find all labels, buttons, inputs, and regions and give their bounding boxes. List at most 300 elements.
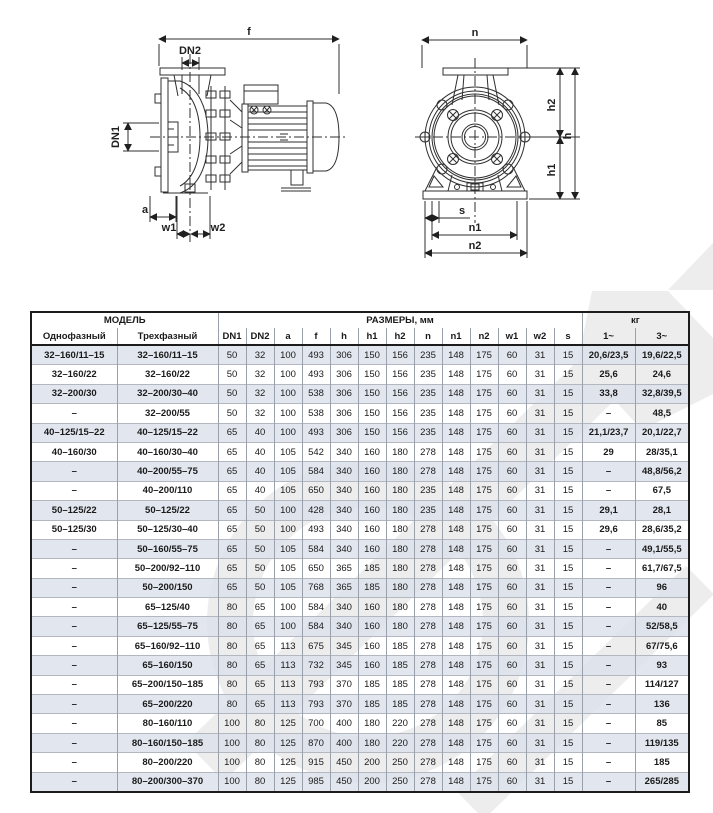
motor-fins [248,112,307,166]
table-cell: 60 [498,695,526,714]
table-cell: 15 [554,772,582,792]
table-cell: 148 [442,462,470,481]
table-cell: – [31,617,117,636]
table-cell: 493 [302,520,330,539]
table-cell: 65 [218,501,246,520]
table-cell: 31 [526,539,554,558]
table-cell: 538 [302,384,330,403]
table-cell: 65–200/220 [117,695,218,714]
table-cell: 150 [358,365,386,384]
table-cell: 180 [358,714,386,733]
table-cell: 65 [218,462,246,481]
table-cell: 65 [218,539,246,558]
table-cell: 105 [274,559,302,578]
table-row [31,636,689,655]
table-cell: 85 [635,714,689,733]
table-cell: 93 [635,656,689,675]
table-cell: – [582,559,635,578]
table-cell: 148 [442,520,470,539]
table-cell: 80 [246,714,274,733]
table-cell: 150 [358,345,386,365]
table-cell: 80 [218,617,246,636]
table-cell: 100 [274,598,302,617]
table-cell: 60 [498,675,526,694]
table-row [31,404,689,423]
table-cell: 100 [218,733,246,752]
table-cell: 65 [246,675,274,694]
table-cell: – [582,578,635,597]
table-cell: 156 [386,423,414,442]
table-row [31,753,689,772]
table-cell: – [582,404,635,423]
table-row [31,559,689,578]
table-cell: 220 [386,714,414,733]
table-cell: 80 [218,695,246,714]
table-cell: 175 [470,539,498,558]
table-cell: 31 [526,772,554,792]
table-cell: 48,8/56,2 [635,462,689,481]
table-cell: 80–160/110 [117,714,218,733]
table-cell: – [582,636,635,655]
table-cell: 15 [554,345,582,365]
table-cell: 365 [330,559,358,578]
table-cell: 278 [414,753,442,772]
table-cell: 31 [526,442,554,461]
table-cell: 50 [246,578,274,597]
table-cell: 185 [386,695,414,714]
table-cell: 584 [302,539,330,558]
table-cell: 493 [302,365,330,384]
column-header: f [302,328,330,345]
table-cell: – [31,753,117,772]
table-cell: 40 [246,423,274,442]
column-header: w2 [526,328,554,345]
table-cell: 306 [330,365,358,384]
table-cell: 175 [470,617,498,636]
table-cell: – [582,481,635,500]
table-cell: 80 [246,772,274,792]
table-cell: 306 [330,404,358,423]
table-cell: 175 [470,404,498,423]
table-cell: 148 [442,481,470,500]
table-cell: 148 [442,442,470,461]
table-cell: 50–125/22 [31,501,117,520]
table-cell: 793 [302,675,330,694]
table-cell: 584 [302,617,330,636]
table-cell: – [31,539,117,558]
table-row [31,714,689,733]
table-cell: 65 [246,636,274,655]
table-cell: 15 [554,753,582,772]
table-cell: – [582,598,635,617]
table-cell: 32–200/30 [31,384,117,403]
table-cell: 32–160/22 [117,365,218,384]
table-cell: 175 [470,598,498,617]
table-cell: 15 [554,559,582,578]
table-cell: – [582,617,635,636]
dim-label-n2: n2 [468,240,482,252]
table-cell: 80 [218,636,246,655]
table-cell: 100 [218,714,246,733]
table-cell: 278 [414,636,442,655]
table-cell: 650 [302,481,330,500]
table-cell: 60 [498,636,526,655]
table-cell: 185 [358,675,386,694]
table-cell: 50–125/30 [31,520,117,539]
table-cell: 538 [302,404,330,423]
table-cell: 31 [526,559,554,578]
table-cell: 60 [498,520,526,539]
table-cell: 31 [526,617,554,636]
table-cell: 180 [386,539,414,558]
table-cell: 340 [330,598,358,617]
table-row [31,462,689,481]
table-cell: 60 [498,481,526,500]
column-header: Однофазный [31,328,117,345]
table-cell: 113 [274,636,302,655]
group-header-row [31,312,689,328]
table-cell: 40–160/30 [31,442,117,461]
column-header-row [31,328,689,345]
table-cell: 60 [498,714,526,733]
table-cell: 915 [302,753,330,772]
table-cell: 40–125/15–22 [31,423,117,442]
group-header-model: МОДЕЛЬ [31,312,218,328]
table-cell: 67/75,6 [635,636,689,655]
table-cell: 125 [274,753,302,772]
table-cell: 65 [218,559,246,578]
table-cell: 278 [414,442,442,461]
table-cell: 148 [442,636,470,655]
table-cell: 180 [386,578,414,597]
table-cell: 370 [330,675,358,694]
table-cell: 175 [470,772,498,792]
table-cell: 148 [442,365,470,384]
table-cell: 15 [554,675,582,694]
table-cell: 33,8 [582,384,635,403]
table-cell: 306 [330,423,358,442]
table-cell: 31 [526,384,554,403]
table-cell: 278 [414,539,442,558]
table-cell: 160 [358,539,386,558]
table-cell: – [31,481,117,500]
dim-label-n1: n1 [468,222,482,234]
table-cell: 732 [302,656,330,675]
table-cell: 100 [274,423,302,442]
table-cell: 185 [386,636,414,655]
column-header: Трехфазный [117,328,218,345]
table-cell: 235 [414,481,442,500]
table-cell: 40–125/15–22 [117,423,218,442]
table-cell: 175 [470,714,498,733]
table-cell: – [582,753,635,772]
column-header: n [414,328,442,345]
table-cell: 50 [246,520,274,539]
table-cell: – [31,772,117,792]
table-cell: 160 [358,598,386,617]
table-cell: 25,6 [582,365,635,384]
table-cell: 185 [358,695,386,714]
table-cell: 100 [274,404,302,423]
table-cell: 100 [274,501,302,520]
table-cell: 60 [498,404,526,423]
table-cell: 52/58,5 [635,617,689,636]
dim-label-h2: h2 [546,98,558,112]
table-cell: 175 [470,462,498,481]
table-row [31,345,689,365]
table-cell: 31 [526,501,554,520]
table-cell: 278 [414,656,442,675]
table-cell: 15 [554,404,582,423]
table-cell: 180 [386,442,414,461]
table-cell: 60 [498,656,526,675]
table-cell: 148 [442,714,470,733]
table-cell: 31 [526,520,554,539]
table-cell: 31 [526,345,554,365]
table-cell: 28,6/35,2 [635,520,689,539]
table-cell: – [31,598,117,617]
dim-label-w2: w2 [210,222,226,234]
table-cell: 278 [414,462,442,481]
table-cell: 450 [330,772,358,792]
table-cell: 148 [442,559,470,578]
table-cell: 60 [498,539,526,558]
table-cell: 150 [358,423,386,442]
table-cell: 31 [526,656,554,675]
table-cell: 105 [274,539,302,558]
table-cell: 65 [218,520,246,539]
table-cell: 160 [358,636,386,655]
table-cell: 250 [386,772,414,792]
table-row [31,520,689,539]
table-row [31,598,689,617]
table-cell: 185 [358,559,386,578]
table-cell: 28,1 [635,501,689,520]
table-cell: 40 [246,481,274,500]
table-cell: 15 [554,365,582,384]
table-cell: 278 [414,772,442,792]
table-cell: 65–200/150–185 [117,675,218,694]
table-cell: – [31,578,117,597]
table-cell: 584 [302,462,330,481]
table-cell: 340 [330,442,358,461]
table-cell: 20,1/22,7 [635,423,689,442]
table-cell: 29,1 [582,501,635,520]
table-cell: 65–125/55–75 [117,617,218,636]
discharge-flange [160,68,225,75]
table-cell: – [582,772,635,792]
table-cell: 148 [442,675,470,694]
table-cell: 15 [554,462,582,481]
table-cell: 125 [274,772,302,792]
table-cell: 148 [442,423,470,442]
column-header: DN1 [218,328,246,345]
table-cell: 340 [330,501,358,520]
table-cell: 40 [246,462,274,481]
table-cell: 450 [330,753,358,772]
table-cell: 80 [246,733,274,752]
table-cell: 31 [526,365,554,384]
table-cell: 148 [442,617,470,636]
table-cell: 29 [582,442,635,461]
table-cell: 180 [386,598,414,617]
dim-label-w1: w1 [161,222,177,234]
table-cell: 235 [414,501,442,520]
table-cell: 175 [470,423,498,442]
table-cell: 80 [218,675,246,694]
table-cell: 278 [414,559,442,578]
table-cell: 50–160/55–75 [117,539,218,558]
table-cell: 185 [358,578,386,597]
table-cell: 119/135 [635,733,689,752]
table-cell: 185 [635,753,689,772]
table-cell: 175 [470,636,498,655]
table-cell: 31 [526,598,554,617]
table-cell: 148 [442,753,470,772]
table-cell: – [31,675,117,694]
table-row [31,675,689,694]
column-header: DN2 [246,328,274,345]
table-cell: 80 [218,598,246,617]
table-cell: 493 [302,345,330,365]
table-cell: 235 [414,365,442,384]
table-cell: 175 [470,481,498,500]
table-cell: 306 [330,384,358,403]
table-cell: 15 [554,695,582,714]
table-cell: 113 [274,695,302,714]
table-cell: – [31,714,117,733]
table-row [31,423,689,442]
table-cell: 175 [470,733,498,752]
table-cell: 50–200/92–110 [117,559,218,578]
table-cell: 148 [442,501,470,520]
group-header-weight: кг [582,312,689,328]
table-cell: 15 [554,617,582,636]
table-cell: 32–200/55 [117,404,218,423]
table-cell: 340 [330,539,358,558]
table-cell: 105 [274,462,302,481]
table-cell: 175 [470,345,498,365]
table-cell: 15 [554,501,582,520]
table-cell: 100 [274,520,302,539]
dim-label-dn2: DN2 [178,45,202,57]
table-cell: 175 [470,365,498,384]
table-cell: – [582,462,635,481]
table-cell: 250 [386,753,414,772]
table-cell: 148 [442,695,470,714]
dim-label-n: n [471,27,479,39]
dim-label-s: s [458,205,466,217]
table-cell: 31 [526,423,554,442]
column-header: s [554,328,582,345]
table-cell: – [582,675,635,694]
table-cell: 105 [274,578,302,597]
table-cell: 160 [358,520,386,539]
table-cell: 15 [554,598,582,617]
table-cell: 278 [414,598,442,617]
table-cell: 278 [414,520,442,539]
table-cell: 870 [302,733,330,752]
table-row [31,772,689,792]
table-cell: 148 [442,578,470,597]
table-cell: 105 [274,481,302,500]
dim-label-h1: h1 [546,163,558,177]
table-cell: 345 [330,656,358,675]
table-cell: 32 [246,345,274,365]
table-cell: 32–160/11–15 [31,345,117,365]
table-cell: 125 [274,714,302,733]
table-cell: 180 [386,501,414,520]
table-cell: 180 [358,733,386,752]
table-cell: 40–200/110 [117,481,218,500]
dimensions-table-wrapper [30,311,690,793]
table-cell: 15 [554,520,582,539]
table-cell: 40 [246,442,274,461]
table-row [31,384,689,403]
table-cell: – [31,636,117,655]
table-row [31,733,689,752]
table-cell: 60 [498,365,526,384]
table-cell: 156 [386,345,414,365]
table-cell: 60 [498,578,526,597]
table-cell: 60 [498,753,526,772]
table-cell: – [582,695,635,714]
table-cell: 65–160/150 [117,656,218,675]
table-cell: 60 [498,733,526,752]
column-header: 3~ [635,328,689,345]
table-cell: 220 [386,733,414,752]
table-cell: 100 [274,617,302,636]
table-cell: 32–160/22 [31,365,117,384]
table-cell: 20,6/23,5 [582,345,635,365]
table-cell: – [31,656,117,675]
table-cell: 175 [470,384,498,403]
table-cell: 80–160/150–185 [117,733,218,752]
table-cell: 50 [218,404,246,423]
table-cell: 100 [274,365,302,384]
table-cell: 400 [330,714,358,733]
table-cell: 113 [274,675,302,694]
table-cell: 985 [302,772,330,792]
table-cell: 700 [302,714,330,733]
pump-front-view-drawing [390,8,690,268]
table-row [31,578,689,597]
table-row [31,695,689,714]
table-cell: 50 [246,539,274,558]
table-cell: 80–200/300–370 [117,772,218,792]
table-row [31,481,689,500]
table-cell: – [31,559,117,578]
motor-front-plate [242,104,248,172]
table-cell: 148 [442,656,470,675]
table-cell: 185 [386,656,414,675]
table-cell: 60 [498,598,526,617]
column-header: w1 [498,328,526,345]
column-header: n1 [442,328,470,345]
table-cell: 675 [302,636,330,655]
table-cell: 160 [358,656,386,675]
table-cell: 32 [246,384,274,403]
column-header: n2 [470,328,498,345]
table-cell: 175 [470,695,498,714]
table-cell: 175 [470,656,498,675]
group-header-dimensions: РАЗМЕРЫ, мм [218,312,582,328]
table-cell: 148 [442,733,470,752]
table-cell: 96 [635,578,689,597]
table-cell: 31 [526,733,554,752]
table-cell: 793 [302,695,330,714]
table-cell: 65 [218,442,246,461]
